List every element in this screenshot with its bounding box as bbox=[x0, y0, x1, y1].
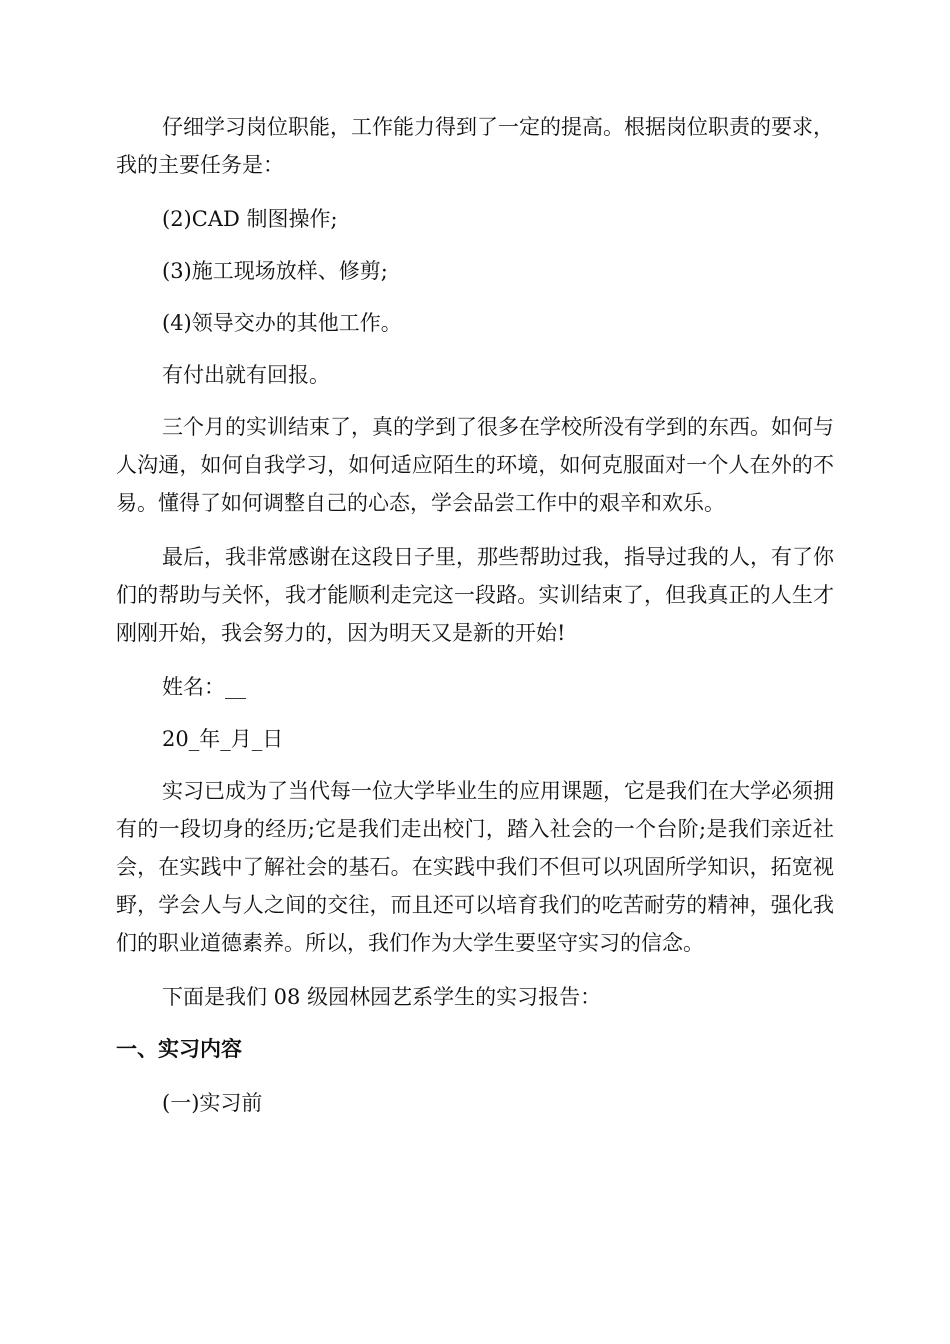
paragraph-job-duties: 仔细学习岗位职能，工作能力得到了一定的提高。根据岗位职责的要求，我的主要任务是： bbox=[116, 115, 834, 177]
signature-date: 20_年_月_日 bbox=[162, 727, 284, 751]
signature-name: 姓名：__ bbox=[162, 675, 246, 699]
document-page bbox=[116, 108, 834, 1138]
paragraph-training-end: 三个月的实训结束了，真的学到了很多在学校所没有学到的东西。如何与人沟通，如何自我学习，如何适应陌生的环境，如何克服面对一个人在外的不易。懂得了如何调整自己的心态，学会品尝工作中的艰辛和欢乐。 bbox=[116, 415, 834, 515]
list-item-site-work: (3)施工现场放样、修剪; bbox=[162, 259, 388, 283]
paragraph-thanks: 最后，我非常感谢在这段日子里，那些帮助过我，指导过我的人，有了你们的帮助与关怀，我才能顺利走完这一段路。实训结束了，但我真正的人生才刚刚开始，我会努力的，因为明天又是新的开始! bbox=[116, 545, 834, 645]
subsection-heading: (一)实习前 bbox=[162, 1091, 263, 1115]
paragraph-reward: 有付出就有回报。 bbox=[162, 363, 330, 387]
paragraph-report-intro: 下面是我们 08 级园林园艺系学生的实习报告： bbox=[162, 985, 602, 1009]
list-item-cad: (2)CAD 制图操作; bbox=[162, 207, 338, 231]
section-heading: 一、实习内容 bbox=[116, 1037, 242, 1061]
list-item-other-work: (4)领导交办的其他工作。 bbox=[162, 311, 402, 335]
paragraph-internship-meaning: 实习已成为了当代每一位大学毕业生的应用课题，它是我们在大学必须拥有的一段切身的经历;它是我们走出校门，踏入社会的一个台阶;是我们亲近社会，在实践中了解社会的基石。在实践中我们不但可以巩固所学知识，拓宽视野，学会人与人之间的交往，而且还可以培育我们的吃苦耐劳的精神，强化我们的职业道德素养。所以，我们作为大学生要坚守实习的信念。 bbox=[116, 779, 834, 955]
